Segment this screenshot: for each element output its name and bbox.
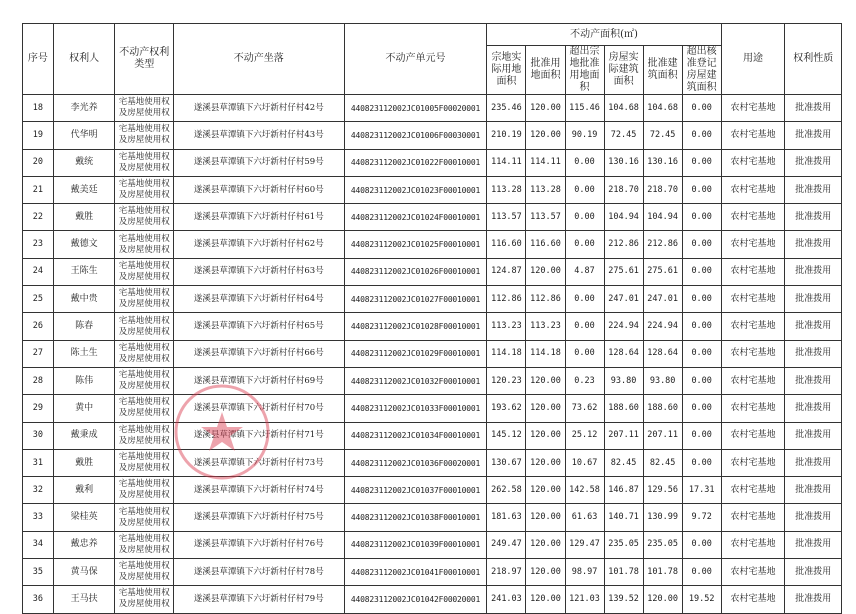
row-holder: 黄马保 — [53, 559, 115, 586]
row-nature: 批准拨用 — [785, 340, 842, 367]
row-approved-land: 113.28 — [526, 176, 565, 203]
row-approved-build: 82.45 — [643, 449, 682, 476]
header-approved-build: 批准建筑面积 — [643, 46, 682, 95]
table-row — [23, 231, 842, 258]
row-seq: 30 — [23, 422, 54, 449]
table-row — [23, 149, 842, 176]
row-nature: 批准拨用 — [785, 204, 842, 231]
row-approved-land: 120.00 — [526, 586, 565, 613]
row-over-land: 115.46 — [565, 95, 604, 122]
row-holder: 代华明 — [53, 122, 115, 149]
row-unit-no: 440823112002JC01029F00010001 — [344, 340, 487, 367]
row-location: 遂溪县草潭镇下六圩新村仔村78号 — [174, 559, 345, 586]
row-approved-land: 120.00 — [526, 422, 565, 449]
row-building-actual: 72.45 — [604, 122, 643, 149]
row-holder: 戴德文 — [53, 231, 115, 258]
row-type: 宅基地使用权及房屋使用权 — [115, 313, 174, 340]
row-type: 宅基地使用权及房屋使用权 — [115, 586, 174, 613]
row-type: 宅基地使用权及房屋使用权 — [115, 477, 174, 504]
row-over-build: 0.00 — [682, 204, 721, 231]
row-over-build: 0.00 — [682, 286, 721, 313]
row-land-actual: 124.87 — [487, 258, 526, 285]
table-row — [23, 122, 842, 149]
row-seq: 19 — [23, 122, 54, 149]
row-approved-land: 112.86 — [526, 286, 565, 313]
row-unit-no: 440823112002JC01026F00010001 — [344, 258, 487, 285]
row-nature: 批准拨用 — [785, 504, 842, 531]
row-type: 宅基地使用权及房屋使用权 — [115, 258, 174, 285]
row-holder: 王马扶 — [53, 586, 115, 613]
row-building-actual: 130.16 — [604, 149, 643, 176]
table-row — [23, 286, 842, 313]
row-location: 遂溪县草潭镇下六圩新村仔村74号 — [174, 477, 345, 504]
row-unit-no: 440823112002JC01042F00020001 — [344, 586, 487, 613]
row-unit-no: 440823112002JC01032F00010001 — [344, 367, 487, 394]
row-approved-build: 275.61 — [643, 258, 682, 285]
row-approved-land: 120.00 — [526, 531, 565, 558]
row-over-build: 0.00 — [682, 422, 721, 449]
row-approved-land: 120.00 — [526, 95, 565, 122]
row-land-actual: 241.03 — [487, 586, 526, 613]
row-seq: 27 — [23, 340, 54, 367]
row-building-actual: 93.80 — [604, 367, 643, 394]
row-land-actual: 120.23 — [487, 367, 526, 394]
row-land-actual: 145.12 — [487, 422, 526, 449]
row-holder: 陈春 — [53, 313, 115, 340]
row-unit-no: 440823112002JC01034F00010001 — [344, 422, 487, 449]
row-building-actual: 275.61 — [604, 258, 643, 285]
row-over-build: 0.00 — [682, 531, 721, 558]
row-over-build: 0.00 — [682, 258, 721, 285]
table-body — [23, 95, 842, 614]
row-approved-land: 120.00 — [526, 477, 565, 504]
row-building-actual: 235.05 — [604, 531, 643, 558]
row-over-build: 9.72 — [682, 504, 721, 531]
row-approved-build: 130.99 — [643, 504, 682, 531]
row-over-build: 0.00 — [682, 395, 721, 422]
table-row — [23, 258, 842, 285]
row-land-actual: 193.62 — [487, 395, 526, 422]
row-holder: 戴胜 — [53, 449, 115, 476]
table-row — [23, 477, 842, 504]
row-over-build: 0.00 — [682, 122, 721, 149]
header-seq: 序号 — [23, 24, 54, 95]
row-approved-land: 120.00 — [526, 367, 565, 394]
row-land-actual: 262.58 — [487, 477, 526, 504]
row-unit-no: 440823112002JC01005F00020001 — [344, 95, 487, 122]
row-over-land: 73.62 — [565, 395, 604, 422]
row-holder: 黄中 — [53, 395, 115, 422]
row-over-build: 0.00 — [682, 231, 721, 258]
row-over-land: 25.12 — [565, 422, 604, 449]
row-approved-land: 120.00 — [526, 449, 565, 476]
row-use: 农村宅基地 — [721, 559, 785, 586]
row-building-actual: 247.01 — [604, 286, 643, 313]
row-over-build: 0.00 — [682, 449, 721, 476]
row-use: 农村宅基地 — [721, 286, 785, 313]
row-holder: 戴美廷 — [53, 176, 115, 203]
row-unit-no: 440823112002JC01025F00010001 — [344, 231, 487, 258]
row-seq: 28 — [23, 367, 54, 394]
row-nature: 批准拨用 — [785, 449, 842, 476]
row-over-land: 98.97 — [565, 559, 604, 586]
row-location: 遂溪县草潭镇下六圩新村仔村65号 — [174, 313, 345, 340]
row-over-land: 0.00 — [565, 340, 604, 367]
row-approved-build: 128.64 — [643, 340, 682, 367]
row-nature: 批准拨用 — [785, 395, 842, 422]
row-building-actual: 212.86 — [604, 231, 643, 258]
row-approved-land: 120.00 — [526, 258, 565, 285]
row-approved-build: 247.01 — [643, 286, 682, 313]
row-holder: 梁桂英 — [53, 504, 115, 531]
row-over-land: 0.00 — [565, 204, 604, 231]
row-over-build: 0.00 — [682, 559, 721, 586]
row-over-land: 61.63 — [565, 504, 604, 531]
row-type: 宅基地使用权及房屋使用权 — [115, 176, 174, 203]
row-unit-no: 440823112002JC01022F00010001 — [344, 149, 487, 176]
table-row — [23, 340, 842, 367]
row-use: 农村宅基地 — [721, 504, 785, 531]
row-building-actual: 128.64 — [604, 340, 643, 367]
row-type: 宅基地使用权及房屋使用权 — [115, 422, 174, 449]
row-over-build: 0.00 — [682, 95, 721, 122]
row-location: 遂溪县草潭镇下六圩新村仔村66号 — [174, 340, 345, 367]
header-over-land: 超出宗地批准用地面积 — [565, 46, 604, 95]
row-over-build: 0.00 — [682, 313, 721, 340]
header-holder: 权利人 — [53, 24, 115, 95]
row-location: 遂溪县草潭镇下六圩新村仔村64号 — [174, 286, 345, 313]
row-over-build: 0.00 — [682, 176, 721, 203]
header-use: 用途 — [721, 24, 785, 95]
row-holder: 李光养 — [53, 95, 115, 122]
row-approved-build: 101.78 — [643, 559, 682, 586]
row-use: 农村宅基地 — [721, 531, 785, 558]
row-seq: 20 — [23, 149, 54, 176]
row-nature: 批准拨用 — [785, 422, 842, 449]
row-approved-land: 113.57 — [526, 204, 565, 231]
header-over-build: 超出核准登记房屋建筑面积 — [682, 46, 721, 95]
row-unit-no: 440823112002JC01006F00030001 — [344, 122, 487, 149]
row-use: 农村宅基地 — [721, 231, 785, 258]
table-row — [23, 367, 842, 394]
row-location: 遂溪县草潭镇下六圩新村仔村60号 — [174, 176, 345, 203]
row-approved-build: 218.70 — [643, 176, 682, 203]
row-holder: 戴忠养 — [53, 531, 115, 558]
row-approved-land: 120.00 — [526, 395, 565, 422]
row-seq: 35 — [23, 559, 54, 586]
row-type: 宅基地使用权及房屋使用权 — [115, 559, 174, 586]
row-approved-build: 207.11 — [643, 422, 682, 449]
row-use: 农村宅基地 — [721, 122, 785, 149]
property-registry-table — [22, 23, 842, 614]
row-holder: 戴统 — [53, 149, 115, 176]
table-row — [23, 204, 842, 231]
row-seq: 18 — [23, 95, 54, 122]
row-land-actual: 210.19 — [487, 122, 526, 149]
row-nature: 批准拨用 — [785, 367, 842, 394]
row-over-build: 19.52 — [682, 586, 721, 613]
row-building-actual: 218.70 — [604, 176, 643, 203]
row-nature: 批准拨用 — [785, 586, 842, 613]
row-location: 遂溪县草潭镇下六圩新村仔村79号 — [174, 586, 345, 613]
row-approved-build: 130.16 — [643, 149, 682, 176]
row-type: 宅基地使用权及房屋使用权 — [115, 286, 174, 313]
row-land-actual: 113.28 — [487, 176, 526, 203]
row-type: 宅基地使用权及房屋使用权 — [115, 449, 174, 476]
row-nature: 批准拨用 — [785, 258, 842, 285]
row-approved-land: 113.23 — [526, 313, 565, 340]
row-land-actual: 114.11 — [487, 149, 526, 176]
row-location: 遂溪县草潭镇下六圩新村仔村69号 — [174, 367, 345, 394]
row-location: 遂溪县草潭镇下六圩新村仔村43号 — [174, 122, 345, 149]
row-seq: 32 — [23, 477, 54, 504]
row-unit-no: 440823112002JC01024F00010001 — [344, 204, 487, 231]
row-approved-build: 235.05 — [643, 531, 682, 558]
row-location: 遂溪县草潭镇下六圩新村仔村71号 — [174, 422, 345, 449]
row-over-land: 121.03 — [565, 586, 604, 613]
row-over-land: 129.47 — [565, 531, 604, 558]
table-row — [23, 559, 842, 586]
row-approved-land: 114.11 — [526, 149, 565, 176]
row-unit-no: 440823112002JC01033F00010001 — [344, 395, 487, 422]
row-nature: 批准拨用 — [785, 313, 842, 340]
header-approved-land: 批准用地面积 — [526, 46, 565, 95]
row-over-land: 0.00 — [565, 176, 604, 203]
row-location: 遂溪县草潭镇下六圩新村仔村75号 — [174, 504, 345, 531]
row-building-actual: 140.71 — [604, 504, 643, 531]
row-location: 遂溪县草潭镇下六圩新村仔村62号 — [174, 231, 345, 258]
header-type: 不动产权利类型 — [115, 24, 174, 95]
row-building-actual: 101.78 — [604, 559, 643, 586]
row-land-actual: 130.67 — [487, 449, 526, 476]
row-unit-no: 440823112002JC01027F00010001 — [344, 286, 487, 313]
header-area-group: 不动产面积(㎡) — [487, 24, 721, 46]
row-approved-build: 212.86 — [643, 231, 682, 258]
row-over-land: 0.00 — [565, 313, 604, 340]
row-unit-no: 440823112002JC01037F00010001 — [344, 477, 487, 504]
row-land-actual: 116.60 — [487, 231, 526, 258]
row-location: 遂溪县草潭镇下六圩新村仔村63号 — [174, 258, 345, 285]
row-approved-land: 116.60 — [526, 231, 565, 258]
row-approved-build: 188.60 — [643, 395, 682, 422]
row-location: 遂溪县草潭镇下六圩新村仔村73号 — [174, 449, 345, 476]
row-approved-build: 93.80 — [643, 367, 682, 394]
row-approved-build: 129.56 — [643, 477, 682, 504]
table-row — [23, 95, 842, 122]
row-use: 农村宅基地 — [721, 204, 785, 231]
row-land-actual: 112.86 — [487, 286, 526, 313]
row-nature: 批准拨用 — [785, 176, 842, 203]
header-nature: 权利性质 — [785, 24, 842, 95]
row-over-build: 17.31 — [682, 477, 721, 504]
row-nature: 批准拨用 — [785, 477, 842, 504]
row-over-land: 0.00 — [565, 231, 604, 258]
header-unit-no: 不动产单元号 — [344, 24, 487, 95]
row-building-actual: 104.68 — [604, 95, 643, 122]
row-location: 遂溪县草潭镇下六圩新村仔村76号 — [174, 531, 345, 558]
row-type: 宅基地使用权及房屋使用权 — [115, 149, 174, 176]
row-building-actual: 139.52 — [604, 586, 643, 613]
row-nature: 批准拨用 — [785, 122, 842, 149]
row-seq: 34 — [23, 531, 54, 558]
header-location: 不动产坐落 — [174, 24, 345, 95]
table-row — [23, 313, 842, 340]
row-use: 农村宅基地 — [721, 586, 785, 613]
row-use: 农村宅基地 — [721, 149, 785, 176]
row-approved-build: 224.94 — [643, 313, 682, 340]
row-over-land: 0.00 — [565, 149, 604, 176]
row-approved-build: 72.45 — [643, 122, 682, 149]
row-seq: 33 — [23, 504, 54, 531]
row-land-actual: 235.46 — [487, 95, 526, 122]
row-location: 遂溪县草潭镇下六圩新村仔村70号 — [174, 395, 345, 422]
row-location: 遂溪县草潭镇下六圩新村仔村59号 — [174, 149, 345, 176]
row-type: 宅基地使用权及房屋使用权 — [115, 395, 174, 422]
row-seq: 25 — [23, 286, 54, 313]
row-approved-build: 120.00 — [643, 586, 682, 613]
row-use: 农村宅基地 — [721, 258, 785, 285]
row-seq: 24 — [23, 258, 54, 285]
table-row — [23, 586, 842, 613]
row-seq: 31 — [23, 449, 54, 476]
row-use: 农村宅基地 — [721, 340, 785, 367]
row-over-land: 4.87 — [565, 258, 604, 285]
row-holder: 王陈生 — [53, 258, 115, 285]
row-use: 农村宅基地 — [721, 367, 785, 394]
row-seq: 22 — [23, 204, 54, 231]
row-land-actual: 114.18 — [487, 340, 526, 367]
row-use: 农村宅基地 — [721, 395, 785, 422]
row-use: 农村宅基地 — [721, 477, 785, 504]
row-land-actual: 218.97 — [487, 559, 526, 586]
row-seq: 21 — [23, 176, 54, 203]
row-approved-build: 104.94 — [643, 204, 682, 231]
row-unit-no: 440823112002JC01041F00010001 — [344, 559, 487, 586]
row-building-actual: 104.94 — [604, 204, 643, 231]
row-over-land: 142.58 — [565, 477, 604, 504]
row-land-actual: 181.63 — [487, 504, 526, 531]
row-holder: 戴胜 — [53, 204, 115, 231]
row-nature: 批准拨用 — [785, 286, 842, 313]
table-row — [23, 531, 842, 558]
row-holder: 陈土生 — [53, 340, 115, 367]
row-nature: 批准拨用 — [785, 149, 842, 176]
row-unit-no: 440823112002JC01028F00010001 — [344, 313, 487, 340]
row-nature: 批准拨用 — [785, 231, 842, 258]
row-holder: 戴中贵 — [53, 286, 115, 313]
row-unit-no: 440823112002JC01023F00010001 — [344, 176, 487, 203]
row-approved-land: 120.00 — [526, 559, 565, 586]
row-nature: 批准拨用 — [785, 559, 842, 586]
table-row — [23, 422, 842, 449]
row-over-build: 0.00 — [682, 367, 721, 394]
row-unit-no: 440823112002JC01039F00010001 — [344, 531, 487, 558]
row-type: 宅基地使用权及房屋使用权 — [115, 504, 174, 531]
row-nature: 批准拨用 — [785, 95, 842, 122]
row-over-land: 90.19 — [565, 122, 604, 149]
row-building-actual: 82.45 — [604, 449, 643, 476]
row-holder: 戴秉成 — [53, 422, 115, 449]
row-use: 农村宅基地 — [721, 176, 785, 203]
row-seq: 36 — [23, 586, 54, 613]
row-seq: 23 — [23, 231, 54, 258]
row-approved-land: 114.18 — [526, 340, 565, 367]
row-use: 农村宅基地 — [721, 422, 785, 449]
row-type: 宅基地使用权及房屋使用权 — [115, 367, 174, 394]
row-over-land: 0.23 — [565, 367, 604, 394]
row-unit-no: 440823112002JC01038F00010001 — [344, 504, 487, 531]
table-row — [23, 176, 842, 203]
row-over-build: 0.00 — [682, 340, 721, 367]
row-over-build: 0.00 — [682, 149, 721, 176]
table-row — [23, 504, 842, 531]
row-location: 遂溪县草潭镇下六圩新村仔村42号 — [174, 95, 345, 122]
header-building-actual: 房屋实际建筑面积 — [604, 46, 643, 95]
row-use: 农村宅基地 — [721, 313, 785, 340]
row-type: 宅基地使用权及房屋使用权 — [115, 231, 174, 258]
row-seq: 29 — [23, 395, 54, 422]
table-row — [23, 449, 842, 476]
row-approved-land: 120.00 — [526, 504, 565, 531]
row-approved-build: 104.68 — [643, 95, 682, 122]
row-approved-land: 120.00 — [526, 122, 565, 149]
row-location: 遂溪县草潭镇下六圩新村仔村61号 — [174, 204, 345, 231]
row-type: 宅基地使用权及房屋使用权 — [115, 204, 174, 231]
row-over-land: 10.67 — [565, 449, 604, 476]
row-over-land: 0.00 — [565, 286, 604, 313]
row-building-actual: 146.87 — [604, 477, 643, 504]
header-land-actual: 宗地实际用地面积 — [487, 46, 526, 95]
row-type: 宅基地使用权及房屋使用权 — [115, 95, 174, 122]
row-type: 宅基地使用权及房屋使用权 — [115, 340, 174, 367]
row-building-actual: 207.11 — [604, 422, 643, 449]
row-holder: 陈伟 — [53, 367, 115, 394]
row-use: 农村宅基地 — [721, 449, 785, 476]
row-type: 宅基地使用权及房屋使用权 — [115, 122, 174, 149]
row-building-actual: 188.60 — [604, 395, 643, 422]
row-unit-no: 440823112002JC01036F00020001 — [344, 449, 487, 476]
row-land-actual: 113.23 — [487, 313, 526, 340]
table-row — [23, 395, 842, 422]
row-holder: 戴利 — [53, 477, 115, 504]
row-type: 宅基地使用权及房屋使用权 — [115, 531, 174, 558]
row-land-actual: 113.57 — [487, 204, 526, 231]
row-use: 农村宅基地 — [721, 95, 785, 122]
row-land-actual: 249.47 — [487, 531, 526, 558]
registry-table-page — [22, 23, 842, 614]
row-seq: 26 — [23, 313, 54, 340]
row-nature: 批准拨用 — [785, 531, 842, 558]
row-building-actual: 224.94 — [604, 313, 643, 340]
